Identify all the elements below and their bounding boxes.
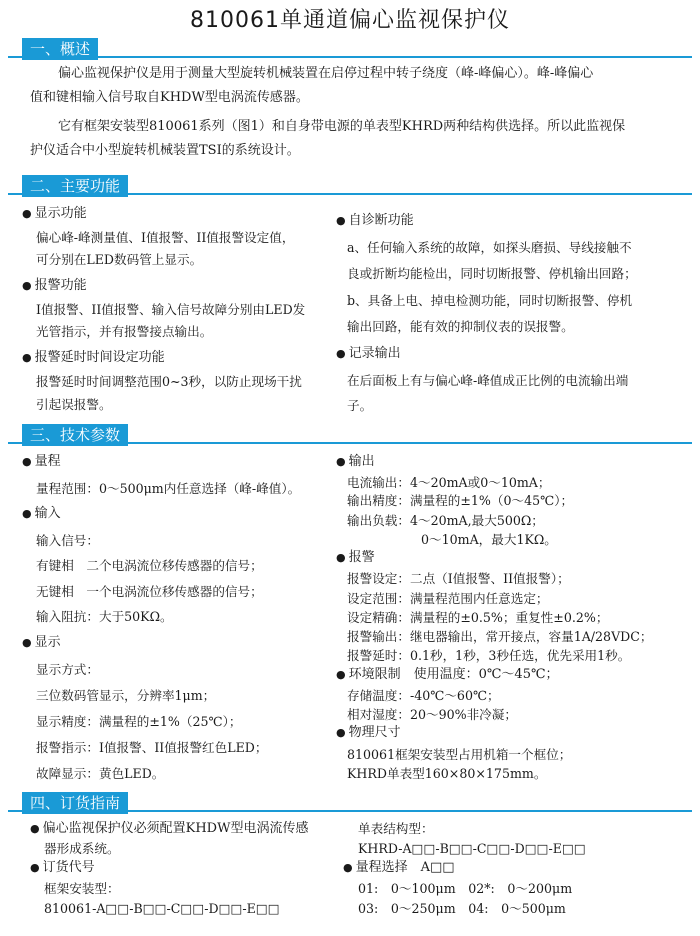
param-line: 输出负载：4～20mA,最大500Ω； bbox=[347, 513, 544, 528]
param-line: 输入信号： bbox=[36, 533, 99, 548]
function-line: a、任何输入系统的故障，如探头磨损、导线接触不 bbox=[347, 240, 632, 255]
param-line: 三位数码管显示，分辨率1μm； bbox=[36, 688, 216, 703]
ordering-range-row: 03: 0～250μm 04: 0～500μm bbox=[358, 901, 566, 916]
param-line: 输出精度：满量程的±1%（0～45℃）； bbox=[347, 493, 574, 508]
function-line: 可分别在LED数码管上显示。 bbox=[36, 252, 203, 267]
section-title: 三、技术参数 bbox=[22, 424, 128, 446]
param-line: 电流输出：4～20mA或0～10mA； bbox=[347, 475, 551, 490]
param-line: 报警指示：I值报警、II值报警红色LED； bbox=[36, 740, 268, 755]
param-line: 输入阻抗：大于50KΩ。 bbox=[36, 609, 173, 624]
function-line: 偏心峰-峰测量值、I值报警、II值报警设定值， bbox=[36, 230, 295, 245]
param-line: 无键相 一个电涡流位移传感器的信号； bbox=[36, 584, 263, 599]
function-line: 引起误报警。 bbox=[36, 397, 112, 412]
function-display-heading: ● 显示功能 bbox=[22, 205, 87, 223]
page-title: 810061单通道偏心监视保护仪 bbox=[190, 8, 510, 33]
param-input-heading: ● 输入 bbox=[22, 505, 61, 523]
overview-line: 偏心监视保护仪是用于测量大型旋转机械装置在启停过程中转子绕度（峰-峰偏心）。峰-峰偏心 bbox=[58, 66, 594, 81]
param-alarm-heading: ● 报警 bbox=[336, 549, 375, 567]
ordering-range-heading: ● 量程选择 A□□ bbox=[343, 859, 455, 877]
function-line: 输出回路，能有效的抑制仪表的误报警。 bbox=[347, 319, 574, 334]
section-title: 一、概述 bbox=[22, 38, 98, 60]
function-delay-heading: ● 报警延时时间设定功能 bbox=[22, 349, 165, 367]
param-line: 设定精确：满量程的±0.5%；重复性±0.2%； bbox=[347, 610, 609, 625]
ordering-code-heading: ● 订货代号 bbox=[30, 859, 95, 877]
function-line: 光管指示，并有报警接点输出。 bbox=[36, 324, 213, 339]
function-line: I值报警、II值报警、输入信号故障分别由LED发 bbox=[36, 302, 306, 317]
function-line: 子。 bbox=[347, 398, 373, 413]
ordering-code-single: KHRD-A□□-B□□-C□□-D□□-E□□ bbox=[358, 841, 586, 856]
param-line: 810061框架安装型占用机箱一个框位； bbox=[347, 747, 572, 762]
param-line: 量程范围：0～500μm内任意选择（峰-峰值）。 bbox=[36, 481, 301, 496]
section-title: 四、订货指南 bbox=[22, 792, 128, 814]
function-line: 在后面板上有与偏心峰-峰值成正比例的电流输出端 bbox=[347, 373, 629, 388]
param-display-heading: ● 显示 bbox=[22, 634, 61, 652]
function-line: b、具备上电、掉电检测功能，同时切断报警、停机 bbox=[347, 293, 633, 308]
section-title: 二、主要功能 bbox=[22, 175, 128, 197]
section-header-params bbox=[8, 424, 692, 446]
ordering-range-row: 01: 0～100μm 02*: 0～200μm bbox=[358, 881, 573, 896]
param-line: 0～10mA，最大1KΩ。 bbox=[421, 532, 557, 547]
ordering-note: ● 偏心监视保护仪必须配置KHDW型电涡流传感 bbox=[30, 820, 308, 838]
section-header-ordering bbox=[8, 792, 692, 814]
param-env-heading: ● 环境限制 使用温度：0℃～45℃； bbox=[336, 666, 559, 684]
param-range-heading: ● 量程 bbox=[22, 453, 61, 471]
function-alarm-heading: ● 报警功能 bbox=[22, 277, 87, 295]
overview-line: 它有框架安装型810061系列（图1）和自身带电源的单表型KHRD两种结构供选择。所以此监视保 bbox=[58, 119, 626, 134]
param-line: 设定范围：满量程范围内任意选定； bbox=[347, 591, 549, 606]
section-header-functions bbox=[8, 175, 692, 197]
param-output-heading: ● 输出 bbox=[336, 453, 375, 471]
param-line: 有键相 二个电涡流位移传感器的信号； bbox=[36, 558, 263, 573]
param-line: 报警延时：0.1秒，1秒，3秒任选，优先采用1秒。 bbox=[347, 648, 631, 663]
ordering-code-rack: 810061-A□□-B□□-C□□-D□□-E□□ bbox=[44, 901, 280, 916]
param-line: 显示方式： bbox=[36, 662, 99, 677]
overview-line: 护仪适合中小型旋转机械装置TSI的系统设计。 bbox=[30, 143, 300, 158]
function-line: 报警延时时间调整范围0~3秒，以防止现场干扰 bbox=[36, 374, 302, 389]
param-line: 报警输出：继电器输出，常开接点，容量1A/28VDC； bbox=[347, 629, 653, 644]
ordering-line: 器形成系统。 bbox=[44, 841, 120, 856]
function-record-heading: ● 记录输出 bbox=[336, 345, 401, 363]
function-diag-heading: ● 自诊断功能 bbox=[336, 212, 414, 230]
param-line: 故障显示：黄色LED。 bbox=[36, 766, 165, 781]
ordering-line: 单表结构型： bbox=[358, 821, 434, 836]
section-header-overview bbox=[8, 38, 692, 60]
param-line: 相对湿度：20～90%非冷凝； bbox=[347, 707, 517, 722]
param-line: KHRD单表型160×80×175mm。 bbox=[347, 766, 547, 781]
param-line: 显示精度：满量程的±1%（25℃）； bbox=[36, 714, 242, 729]
param-line: 报警设定：二点（I值报警、II值报警）； bbox=[347, 571, 570, 586]
overview-line: 值和键相输入信号取自KHDW型电涡流传感器。 bbox=[30, 90, 309, 105]
function-line: 良或折断均能检出，同时切断报警、停机输出回路； bbox=[347, 266, 637, 281]
param-line: 存储温度：-40℃～60℃； bbox=[347, 688, 500, 703]
ordering-line: 框架安装型： bbox=[44, 881, 120, 896]
param-size-heading: ● 物理尺寸 bbox=[336, 724, 401, 742]
